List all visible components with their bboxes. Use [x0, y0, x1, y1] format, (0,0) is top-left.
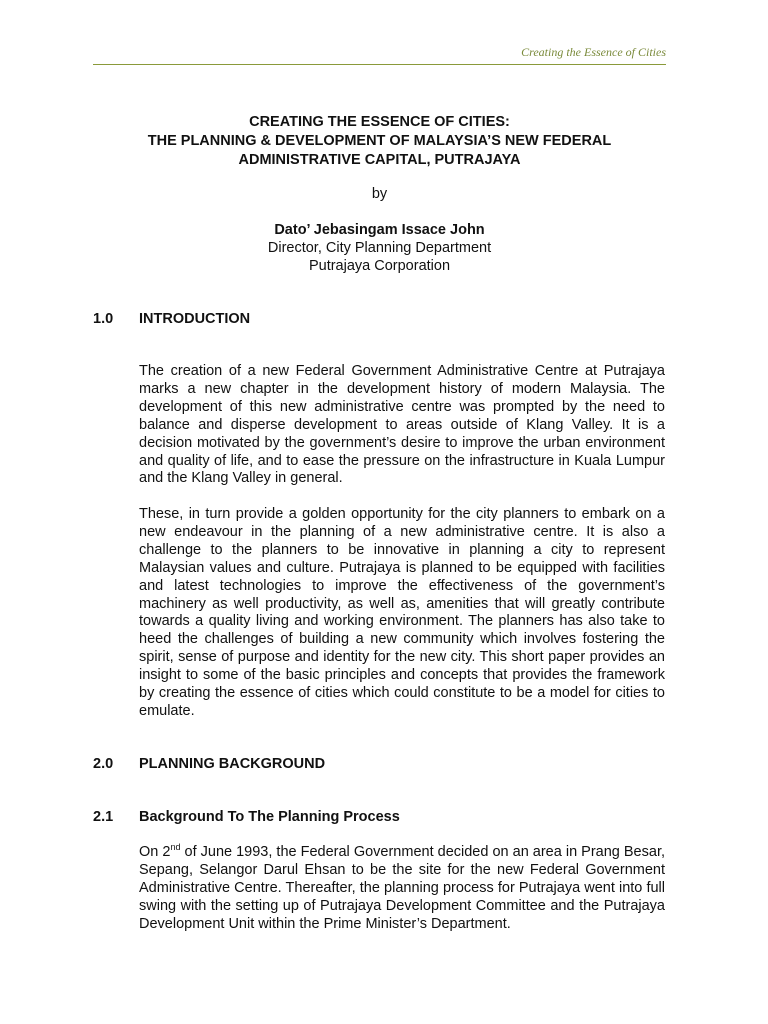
header-rule — [93, 64, 666, 65]
paper-title — [93, 113, 666, 170]
section-number: 1.0 — [93, 311, 114, 327]
by-label: by — [371, 186, 388, 202]
ordinal-suffix: nd — [170, 842, 181, 853]
running-header: Creating the Essence of Cities — [521, 45, 666, 59]
section-title: INTRODUCTION — [139, 311, 251, 327]
process-paragraph — [139, 844, 665, 934]
title-line-3: ADMINISTRATIVE CAPITAL, PUTRAJAYA — [238, 152, 521, 168]
subsection-title: Background To The Planning Process — [139, 809, 400, 825]
subsection-number: 2.1 — [93, 809, 114, 825]
title-line-1: CREATING THE ESSENCE OF CITIES: — [249, 114, 510, 130]
process-paragraph-rest: of June 1993, the Federal Government decided on an area in Prang Besar, Sepang, Selangor Darul Ehsan to be the site for the new Federal Government Administrative Centre. Thereafter, the planning process for Putrajaya went into full swing with the setting up of Putrajaya Development Committee and the Putrajaya Development Unit within the Prime Minister’s Department. — [139, 844, 665, 932]
subsection-heading-planning-process — [93, 808, 400, 826]
section-heading-planning-background — [93, 755, 325, 773]
section-heading-introduction — [93, 310, 250, 328]
process-paragraph-start: On 2 — [139, 844, 171, 860]
intro-paragraph-1: The creation of a new Federal Government Administrative Centre at Putrajaya marks a new chapter in the development history of modern Malaysia. The development of this new administrative centre was prompted by the need to balance and disperse development to areas outside of Klang Valley. It is a decision motivated by the government’s desire to improve the urban environment and quality of life, and to ease the pressure on the infrastructure in Kuala Lumpur and the Klang Valley in general. — [139, 363, 665, 487]
title-line-2: THE PLANNING & DEVELOPMENT OF MALAYSIA’S NEW FEDERAL — [147, 133, 612, 149]
author-position: Director, City Planning Department — [267, 240, 492, 256]
section-number: 2.0 — [93, 756, 114, 772]
section-title: PLANNING BACKGROUND — [139, 756, 326, 772]
intro-paragraph-2: These, in turn provide a golden opportunity for the city planners to embark on a new endeavour in the planning of a new administrative centre. It is also a challenge to the planners to be innovative in planning a city to represent Malaysian values and culture. Putrajaya is planned to be equipped with facilities and latest technologies to improve the effectiveness of the government’s machinery as well productivity, as well as, amenities that will greatly contribute towards a quality living and working environment. The planners has also take to heed the challenges of building a new community which involves fostering the spirit, sense of purpose and identity for the new city. This short paper provides an insight to some of the basic principles and concepts that provides the framework by creating the essence of cities which could constitute to be a model for cities to emulate. — [139, 506, 665, 719]
author-organization: Putrajaya Corporation — [308, 258, 451, 274]
author-name: Dato’ Jebasingam Issace John — [274, 222, 485, 238]
